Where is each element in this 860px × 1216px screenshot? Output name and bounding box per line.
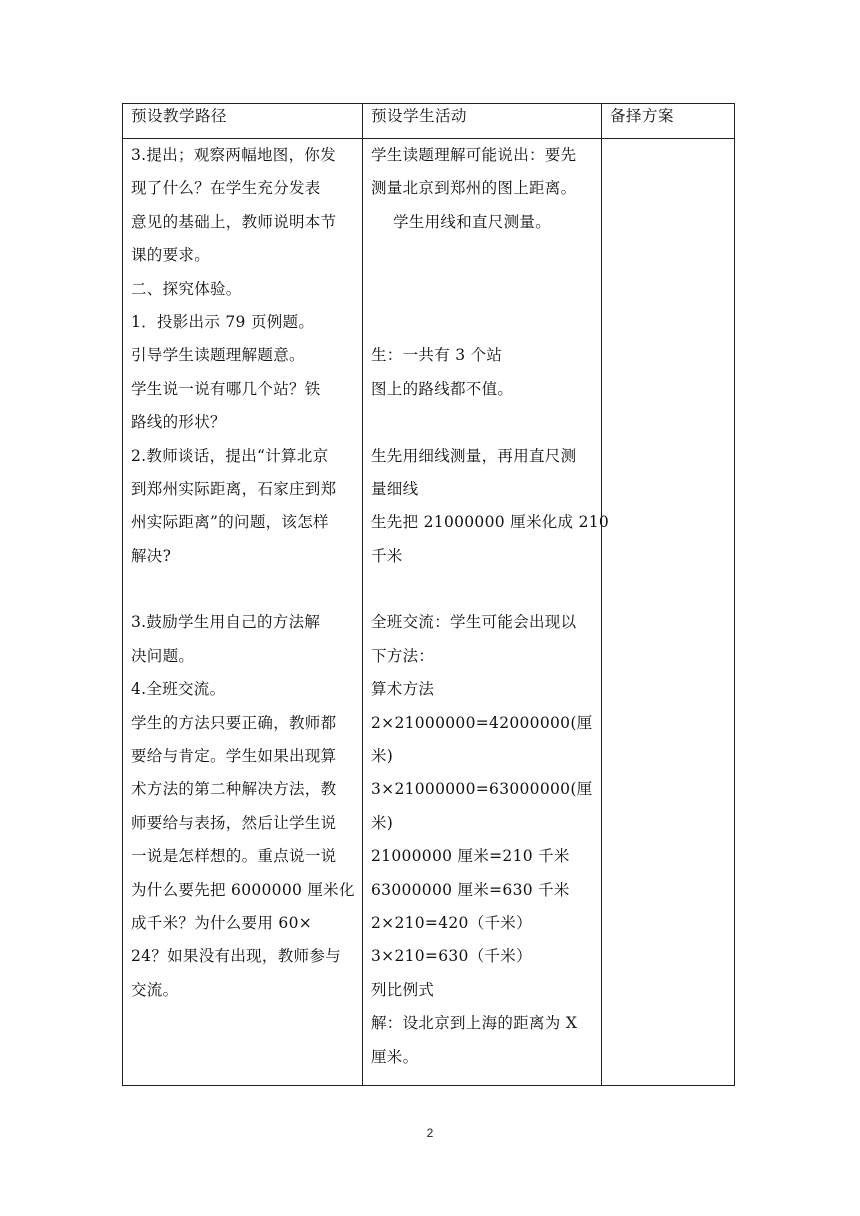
teaching-path-line: 要给与肯定。学生如果出现算 (131, 747, 337, 766)
teaching-path-line: 学生说一说有哪几个站？铁 (131, 379, 321, 398)
student-activity-line: 21000000 厘米=210 千米 (371, 847, 570, 866)
student-activity-line: 列比例式 (371, 980, 435, 999)
page-number: 2 (426, 1126, 434, 1140)
student-activity-line: 量细线 (371, 479, 419, 498)
teaching-path-line: 1．投影出示 79 页例题。 (131, 312, 315, 331)
teaching-path-line: 解决? (131, 546, 172, 565)
student-activity-line: 图上的路线都不值。 (371, 379, 514, 398)
student-activity-line: 算术方法 (371, 680, 435, 699)
student-activity-line: 米) (371, 747, 394, 766)
student-activity-line: 学生读题理解可能说出：要先 (371, 146, 577, 164)
student-activity-line: 全班交流：学生可能会出现以 (371, 613, 577, 632)
teaching-path-line: 现了什么？在学生充分发表 (131, 179, 321, 198)
student-activity-blank-line (371, 406, 593, 439)
teaching-path-cell (123, 139, 363, 1086)
teaching-path-line: 路线的形状？ (131, 413, 226, 432)
student-activity-line: 生先把 21000000 厘米化成 210 (371, 513, 610, 532)
student-activity-blank-line (371, 239, 593, 272)
teaching-path-line: 课的要求。 (131, 246, 211, 265)
teaching-path-line: 交流。 (131, 980, 179, 999)
teaching-path-line: 为什么要先把 6000000 厘米化 (131, 880, 355, 899)
teaching-path-line: 2.教师谈话，提出“计算北京 (131, 446, 329, 465)
header-alternative-plan: 备择方案 (602, 104, 735, 139)
lesson-plan-table (122, 103, 735, 1086)
student-activity-line: 3×21000000=63000000(厘 (371, 780, 593, 799)
teaching-path-line: 成千米？为什么要用 60× (131, 913, 313, 932)
teaching-path-line: 引导学生读题理解题意。 (131, 346, 305, 365)
teaching-path-line: 3.鼓励学生用自己的方法解 (131, 613, 321, 632)
teaching-path-line: 州实际距离”的问题，该怎样 (131, 513, 329, 532)
student-activity-line: 厘米。 (371, 1047, 419, 1066)
table-body-row (123, 139, 735, 1086)
teaching-path-line: 术方法的第二种解决方法，教 (131, 780, 337, 799)
teaching-path-line: 师要给与表扬，然后让学生说 (131, 813, 337, 832)
teaching-path-line: 3.提出；观察两幅地图，你发 (131, 146, 336, 164)
student-activity-line: 63000000 厘米=630 千米 (371, 880, 570, 899)
student-activity-line: 2×21000000=42000000(厘 (371, 713, 593, 732)
teaching-path-line: 意见的基础上，教师说明本节 (131, 212, 337, 231)
alternative-plan-cell (602, 139, 735, 1086)
teaching-path-line: 二、探究体验。 (131, 279, 242, 298)
student-activity-blank-line (371, 573, 593, 606)
table-header-row (123, 104, 735, 139)
teaching-path-line: 学生的方法只要正确，教师都 (131, 713, 337, 732)
student-activity-line: 生：一共有 3 个站 (371, 346, 503, 365)
teaching-path-line: 一说是怎样想的。重点说一说 (131, 847, 337, 866)
teaching-path-line: 到郑州实际距离，石家庄到郑 (131, 479, 337, 498)
student-activity-blank-line (371, 273, 593, 306)
student-activity-line: 千米 (371, 546, 403, 565)
student-activity-blank-line (371, 306, 593, 339)
student-activity-line: 米) (371, 813, 394, 832)
teaching-path-line: 24？如果没有出现，教师参与 (131, 947, 341, 966)
student-activity-line: 解：设北京到上海的距离为 X (371, 1014, 578, 1033)
student-activity-line: 下方法： (371, 646, 435, 665)
student-activity-cell (363, 139, 610, 1086)
teaching-path-line: 决问题。 (131, 646, 195, 665)
student-activity-line: 学生用线和直尺测量。 (393, 212, 552, 231)
header-teaching-path: 预设教学路径 (123, 104, 363, 139)
teaching-path-blank-line (131, 573, 354, 606)
header-student-activity: 预设学生活动 (363, 104, 602, 139)
student-activity-line: 生先用细线测量，再用直尺测 (371, 446, 577, 465)
teaching-path-line: 4.全班交流。 (131, 680, 226, 699)
student-activity-line: 3×210=630（千米） (371, 947, 532, 966)
student-activity-line: 测量北京到郑州的图上距离。 (371, 179, 577, 198)
student-activity-line: 2×210=420（千米） (371, 913, 532, 932)
